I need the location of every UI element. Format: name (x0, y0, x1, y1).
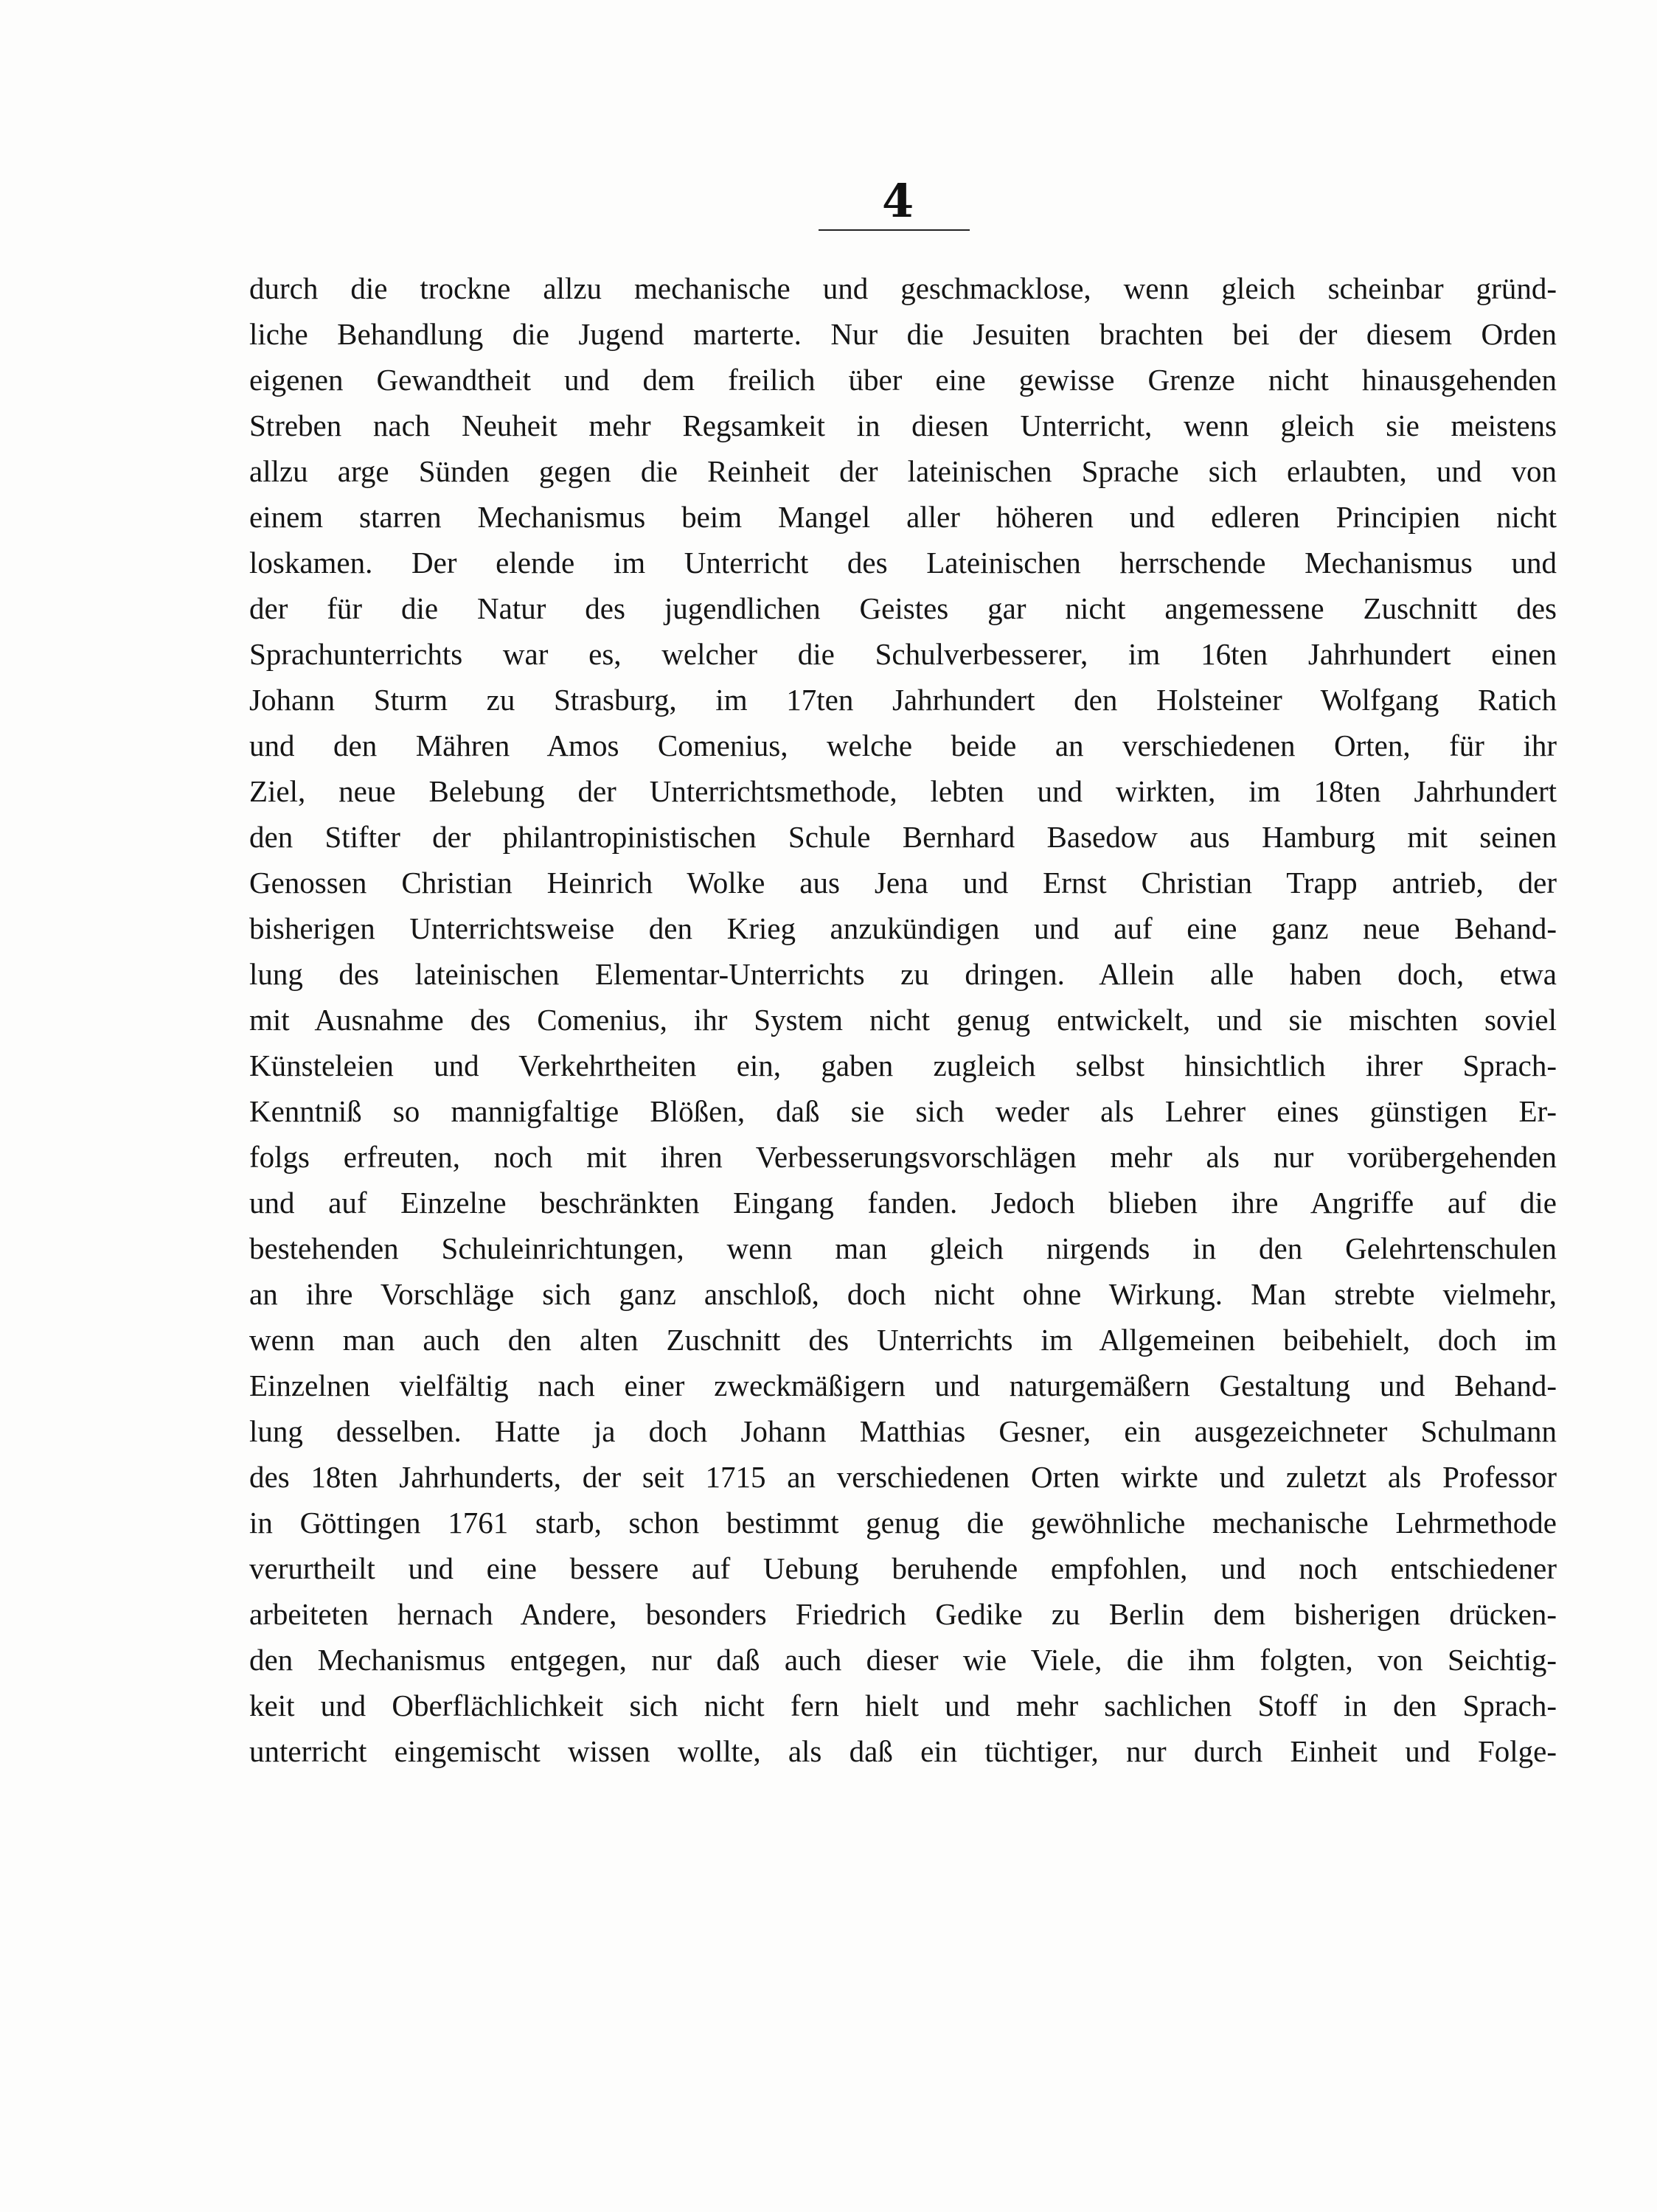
text-line: einem starren Mechanismus beim Mangel aller höheren und edleren Principien nicht (249, 500, 1557, 534)
text-line: an ihre Vorschläge sich ganz anschloß, doch nicht ohne Wirkung. Man strebte vielmehr, (249, 1277, 1557, 1311)
text-line: der für die Natur des jugendlichen Geistes gar nicht angemessene Zuschnitt des (249, 591, 1557, 625)
text-line: arbeiteten hernach Andere, besonders Friedrich Gedike zu Berlin dem bisherigen drücken- (249, 1597, 1557, 1631)
text-line: den Mechanismus entgegen, nur daß auch dieser wie Viele, die ihm folgten, von Seichtig- (249, 1643, 1557, 1677)
text-line: bisherigen Unterrichtsweise den Krieg anzukündigen und auf eine ganz neue Behand- (249, 911, 1557, 945)
text-line: loskamen. Der elende im Unterricht des Lateinischen herrschende Mechanismus und (249, 546, 1557, 580)
text-line: mit Ausnahme des Comenius, ihr System nicht genug entwickelt, und sie mischten soviel (249, 1003, 1557, 1037)
text-line: Kenntniß so mannigfaltige Blößen, daß sie sich weder als Lehrer eines günstigen Er- (249, 1094, 1557, 1128)
text-line: den Stifter der philantropinistischen Schule Bernhard Basedow aus Hamburg mit seinen (249, 820, 1557, 854)
text-line: wenn man auch den alten Zuschnitt des Unterrichts im Allgemeinen beibehielt, doch im (249, 1323, 1557, 1357)
page-number-rule (819, 229, 970, 231)
text-line: Ziel, neue Belebung der Unterrichtsmethode, lebten und wirkten, im 18ten Jahrhundert (249, 774, 1557, 808)
text-line: folgs erfreuten, noch mit ihren Verbesserungsvorschlägen mehr als nur vorübergehenden (249, 1140, 1557, 1174)
text-line: durch die trockne allzu mechanische und geschmacklose, wenn gleich scheinbar gründ- (249, 271, 1557, 305)
text-line: und auf Einzelne beschränkten Eingang fanden. Jedoch blieben ihre Angriffe auf die (249, 1186, 1557, 1220)
text-line: Sprachunterrichts war es, welcher die Schulverbesserer, im 16ten Jahrhundert einen (249, 637, 1557, 671)
text-line: verurtheilt und eine bessere auf Uebung beruhende empfohlen, und noch entschiedener (249, 1551, 1557, 1585)
text-line: Einzelnen vielfältig nach einer zweckmäßigern und naturgemäßern Gestaltung und Behand- (249, 1368, 1557, 1402)
text-line: unterricht eingemischt wissen wollte, als daß ein tüchtiger, nur durch Einheit und Folge- (249, 1734, 1557, 1768)
page-number: 4 (882, 174, 914, 228)
text-line: des 18ten Jahrhunderts, der seit 1715 an verschiedenen Orten wirkte und zuletzt als Professor (249, 1460, 1557, 1494)
text-line: Johann Sturm zu Strasburg, im 17ten Jahrhundert den Holsteiner Wolfgang Ratich (249, 683, 1557, 717)
text-line: in Göttingen 1761 starb, schon bestimmt genug die gewöhnliche mechanische Lehrmethode (249, 1506, 1557, 1540)
text-line: lung desselben. Hatte ja doch Johann Matthias Gesner, ein ausgezeichneter Schulmann (249, 1414, 1557, 1448)
text-line: allzu arge Sünden gegen die Reinheit der lateinischen Sprache sich erlaubten, und von (249, 454, 1557, 488)
text-line: bestehenden Schuleinrichtungen, wenn man gleich nirgends in den Gelehrtenschulen (249, 1231, 1557, 1265)
text-line: keit und Oberflächlichkeit sich nicht fern hielt und mehr sachlichen Stoff in den Sprach- (249, 1688, 1557, 1722)
text-line: Streben nach Neuheit mehr Regsamkeit in diesen Unterricht, wenn gleich sie meistens (249, 408, 1557, 442)
text-line: eigenen Gewandtheit und dem freilich über eine gewisse Grenze nicht hinausgehenden (249, 363, 1557, 397)
text-line: und den Mähren Amos Comenius, welche beide an verschiedenen Orten, für ihr (249, 728, 1557, 762)
body-text (249, 265, 1557, 1774)
text-line: lung des lateinischen Elementar-Unterrichts zu dringen. Allein alle haben doch, etwa (249, 957, 1557, 991)
text-line: Genossen Christian Heinrich Wolke aus Jena und Ernst Christian Trapp antrieb, der (249, 866, 1557, 900)
text-line: Künsteleien und Verkehrtheiten ein, gaben zugleich selbst hinsichtlich ihrer Sprach- (249, 1048, 1557, 1082)
text-line: liche Behandlung die Jugend marterte. Nur die Jesuiten brachten bei der diesem Orden (249, 317, 1557, 351)
